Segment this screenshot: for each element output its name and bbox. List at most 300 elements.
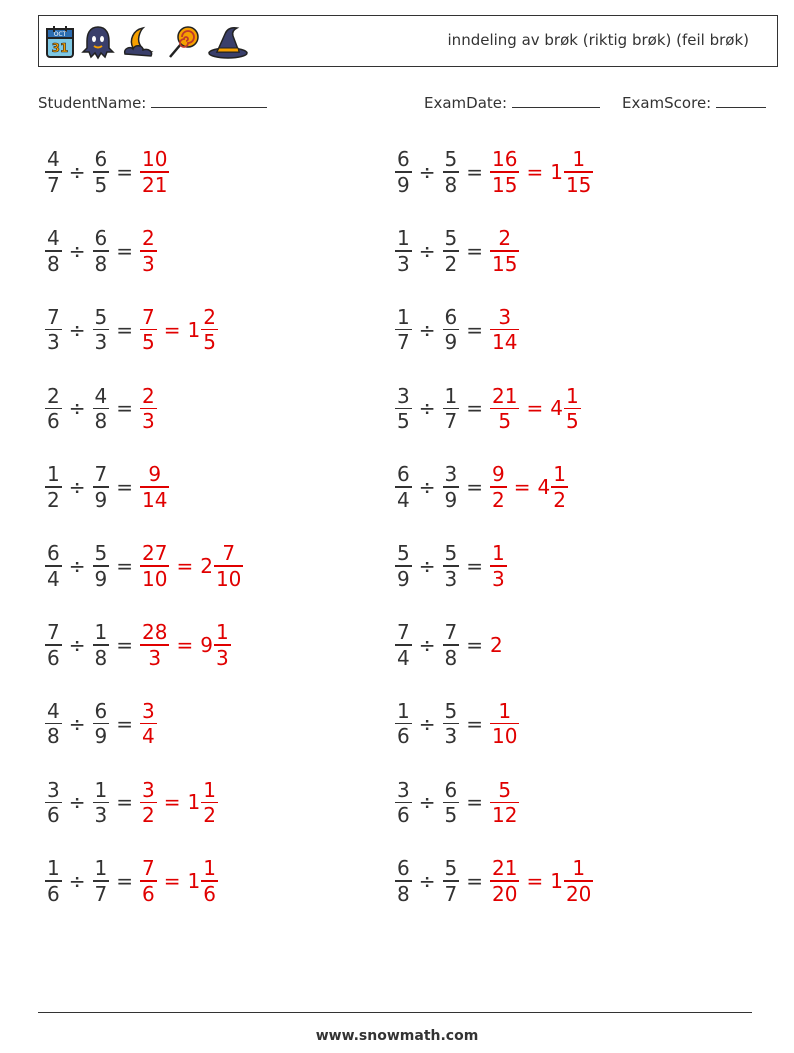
answer-whole: 2 xyxy=(490,632,503,657)
answer-fraction xyxy=(490,147,519,197)
mixed-fraction xyxy=(564,147,593,197)
divide-sign: ÷ xyxy=(68,475,86,500)
equals-sign: = xyxy=(116,475,133,500)
equals-sign: = xyxy=(116,632,133,657)
numerator: 1 xyxy=(94,777,108,802)
answer-fraction xyxy=(490,778,519,828)
numerator: 6 xyxy=(444,777,458,802)
problem-item xyxy=(45,300,218,360)
problem-item xyxy=(395,772,519,832)
denominator: 3 xyxy=(142,409,155,434)
denominator: 6 xyxy=(203,881,216,906)
numerator: 7 xyxy=(142,304,155,329)
numerator: 27 xyxy=(142,541,168,566)
answer-fraction xyxy=(490,541,507,591)
numerator: 1 xyxy=(397,226,410,251)
denominator: 9 xyxy=(397,566,410,591)
denominator: 8 xyxy=(47,251,60,276)
equals-sign: = xyxy=(116,396,133,421)
fraction xyxy=(45,620,62,670)
divide-sign: ÷ xyxy=(418,869,436,894)
answer-fraction xyxy=(140,620,169,670)
divide-sign: ÷ xyxy=(68,632,86,657)
equals-sign: = xyxy=(466,554,483,578)
denominator: 6 xyxy=(397,724,410,749)
numerator: 3 xyxy=(397,777,410,802)
denominator: 2 xyxy=(142,803,155,828)
denominator: 9 xyxy=(444,487,458,512)
answer-fraction xyxy=(490,462,507,512)
numerator: 6 xyxy=(94,226,108,251)
problem-item xyxy=(45,457,169,517)
numerator: 3 xyxy=(47,777,60,802)
calendar-icon xyxy=(45,25,75,59)
answer-fraction xyxy=(490,226,519,276)
fraction xyxy=(443,147,460,197)
answer-fraction xyxy=(140,226,157,276)
numerator: 1 xyxy=(492,541,505,566)
fraction xyxy=(93,384,110,434)
fraction xyxy=(45,778,62,828)
answer-fraction xyxy=(140,778,157,828)
denominator: 6 xyxy=(397,803,410,828)
numerator: 5 xyxy=(444,541,458,566)
numerator: 1 xyxy=(47,856,60,881)
fraction xyxy=(395,778,412,828)
problem-item xyxy=(395,536,507,596)
denominator: 6 xyxy=(142,881,155,906)
fraction xyxy=(443,699,460,749)
fraction xyxy=(443,541,460,591)
equals-sign: = xyxy=(163,869,181,894)
equals-sign: = xyxy=(116,711,133,736)
equals-sign: = xyxy=(526,869,544,894)
answer-fraction xyxy=(140,699,157,749)
footer-divider xyxy=(38,1012,752,1013)
denominator: 3 xyxy=(94,330,108,355)
fraction xyxy=(45,384,62,434)
denominator: 2 xyxy=(203,803,216,828)
denominator: 2 xyxy=(444,251,458,276)
divide-sign: ÷ xyxy=(418,554,436,578)
fraction xyxy=(443,384,460,434)
numerator: 7 xyxy=(222,541,236,566)
denominator: 6 xyxy=(47,645,60,670)
denominator: 9 xyxy=(397,172,410,197)
fraction xyxy=(45,305,62,355)
numerator: 16 xyxy=(492,147,518,172)
numerator: 7 xyxy=(47,304,60,329)
mixed-whole: 4 xyxy=(550,396,563,421)
fraction xyxy=(395,541,412,591)
denominator: 6 xyxy=(47,803,60,828)
problem-item xyxy=(45,221,157,281)
divide-sign: ÷ xyxy=(418,790,436,815)
denominator: 8 xyxy=(444,645,458,670)
denominator: 5 xyxy=(203,330,216,355)
mixed-fraction xyxy=(551,462,568,512)
answer-fraction xyxy=(490,856,519,906)
problem-item xyxy=(395,378,581,438)
denominator: 12 xyxy=(492,803,518,828)
numerator: 3 xyxy=(397,383,410,408)
mixed-whole: 1 xyxy=(550,869,563,894)
ghost-icon xyxy=(81,24,115,60)
denominator: 3 xyxy=(47,330,60,355)
numerator: 3 xyxy=(444,462,458,487)
denominator: 14 xyxy=(142,487,168,512)
exam-score-label: ExamScore: xyxy=(622,94,712,112)
numerator: 2 xyxy=(47,383,60,408)
answer-fraction xyxy=(490,699,519,749)
equals-sign: = xyxy=(176,554,194,578)
numerator: 10 xyxy=(142,147,168,172)
numerator: 4 xyxy=(47,147,60,172)
equals-sign: = xyxy=(116,238,133,263)
denominator: 8 xyxy=(444,172,458,197)
problem-item xyxy=(45,536,243,596)
numerator: 21 xyxy=(492,856,518,881)
fraction xyxy=(45,541,62,591)
equals-sign: = xyxy=(116,554,133,578)
answer-fraction xyxy=(490,305,519,355)
student-name-label: StudentName: xyxy=(38,94,147,112)
fraction xyxy=(443,462,460,512)
divide-sign: ÷ xyxy=(68,554,86,578)
mixed-whole: 2 xyxy=(200,554,213,578)
numerator: 1 xyxy=(203,856,216,881)
divide-sign: ÷ xyxy=(418,238,436,263)
denominator: 3 xyxy=(215,645,229,670)
divide-sign: ÷ xyxy=(68,396,86,421)
equals-sign: = xyxy=(163,790,181,815)
numerator: 5 xyxy=(444,147,458,172)
equals-sign: = xyxy=(466,238,483,263)
exam-score-field[interactable] xyxy=(622,93,766,112)
header-icons xyxy=(45,22,249,62)
numerator: 5 xyxy=(444,698,458,723)
problem-item xyxy=(395,694,519,754)
numerator: 6 xyxy=(397,856,410,881)
answer-fraction xyxy=(140,384,157,434)
denominator: 5 xyxy=(397,409,410,434)
numerator: 5 xyxy=(397,541,410,566)
fraction xyxy=(45,699,62,749)
numerator: 1 xyxy=(94,856,108,881)
denominator: 8 xyxy=(94,409,108,434)
denominator: 7 xyxy=(444,409,458,434)
divide-sign: ÷ xyxy=(68,711,86,736)
numerator: 6 xyxy=(444,304,458,329)
calendar-month: OCT xyxy=(53,31,67,38)
numerator: 2 xyxy=(142,383,155,408)
denominator: 15 xyxy=(565,172,592,197)
fraction xyxy=(395,305,412,355)
denominator: 9 xyxy=(94,566,108,591)
numerator: 6 xyxy=(94,147,108,172)
problem-item xyxy=(395,300,519,360)
problem-item xyxy=(45,851,218,911)
answer-fraction xyxy=(140,856,157,906)
fraction xyxy=(45,856,62,906)
numerator: 5 xyxy=(94,541,108,566)
problem-item xyxy=(45,772,218,832)
lollipop-icon xyxy=(167,24,201,60)
fraction xyxy=(93,856,110,906)
equals-sign: = xyxy=(176,632,194,657)
fraction xyxy=(395,226,412,276)
equals-sign: = xyxy=(163,317,181,342)
moon-cloud-icon xyxy=(121,24,161,60)
equals-sign: = xyxy=(466,317,483,342)
denominator: 10 xyxy=(492,724,518,749)
fraction xyxy=(93,699,110,749)
denominator: 5 xyxy=(444,803,458,828)
fraction xyxy=(45,226,62,276)
denominator: 5 xyxy=(498,409,512,434)
problem-item xyxy=(395,457,568,517)
student-name-blank[interactable] xyxy=(151,93,267,108)
problem-item xyxy=(45,378,157,438)
numerator: 4 xyxy=(94,383,108,408)
fraction xyxy=(45,462,62,512)
fraction xyxy=(93,147,110,197)
fraction xyxy=(93,226,110,276)
denominator: 8 xyxy=(47,724,60,749)
mixed-fraction xyxy=(564,384,581,434)
equals-sign: = xyxy=(466,160,483,184)
fraction xyxy=(93,305,110,355)
equals-sign: = xyxy=(466,711,483,736)
denominator: 3 xyxy=(397,251,410,276)
mixed-fraction xyxy=(214,620,231,670)
fraction xyxy=(395,620,412,670)
problem-item xyxy=(45,615,231,675)
divide-sign: ÷ xyxy=(68,317,86,342)
fraction xyxy=(395,462,412,512)
denominator: 4 xyxy=(47,566,60,591)
witch-hat-icon xyxy=(207,24,249,60)
problem-item xyxy=(395,615,504,675)
mixed-whole: 1 xyxy=(187,317,201,342)
fraction xyxy=(395,147,412,197)
numerator: 5 xyxy=(444,226,458,251)
mixed-fraction xyxy=(564,856,593,906)
exam-date-field[interactable] xyxy=(424,93,600,112)
numerator: 7 xyxy=(47,620,60,645)
denominator: 8 xyxy=(94,645,108,670)
mixed-fraction xyxy=(201,305,218,355)
fraction xyxy=(395,699,412,749)
numerator: 1 xyxy=(397,698,410,723)
denominator: 3 xyxy=(148,645,162,670)
fraction xyxy=(395,384,412,434)
numerator: 1 xyxy=(498,698,512,723)
numerator: 6 xyxy=(397,147,410,172)
equals-sign: = xyxy=(116,160,133,184)
exam-date-blank[interactable] xyxy=(512,93,600,108)
numerator: 5 xyxy=(94,304,108,329)
denominator: 9 xyxy=(444,330,458,355)
denominator: 10 xyxy=(142,566,168,591)
numerator: 28 xyxy=(142,620,168,645)
fraction xyxy=(45,147,62,197)
answer-fraction xyxy=(140,541,169,591)
numerator: 1 xyxy=(553,462,566,487)
denominator: 2 xyxy=(492,487,505,512)
fraction xyxy=(443,305,460,355)
denominator: 7 xyxy=(444,881,458,906)
divide-sign: ÷ xyxy=(68,160,86,184)
denominator: 9 xyxy=(94,724,108,749)
header-box xyxy=(38,15,778,67)
divide-sign: ÷ xyxy=(418,160,436,184)
mixed-whole: 1 xyxy=(187,869,201,894)
numerator: 4 xyxy=(47,698,60,723)
equals-sign: = xyxy=(526,160,544,184)
denominator: 3 xyxy=(444,724,458,749)
numerator: 1 xyxy=(397,304,410,329)
fraction xyxy=(93,462,110,512)
exam-score-blank[interactable] xyxy=(716,93,766,108)
answer-fraction xyxy=(140,462,169,512)
numerator: 1 xyxy=(94,620,108,645)
divide-sign: ÷ xyxy=(68,869,86,894)
numerator: 1 xyxy=(215,620,229,645)
equals-sign: = xyxy=(116,790,133,815)
numerator: 3 xyxy=(142,698,155,723)
student-name-field[interactable] xyxy=(38,93,267,112)
denominator: 8 xyxy=(94,251,108,276)
denominator: 7 xyxy=(47,172,60,197)
denominator: 6 xyxy=(47,409,60,434)
equals-sign: = xyxy=(466,396,483,421)
problem-item xyxy=(45,694,157,754)
denominator: 9 xyxy=(94,487,108,512)
fraction xyxy=(443,620,460,670)
numerator: 5 xyxy=(444,856,458,881)
problem-item xyxy=(395,851,593,911)
equals-sign: = xyxy=(466,790,483,815)
denominator: 20 xyxy=(565,881,592,906)
numerator: 7 xyxy=(94,462,108,487)
numerator: 1 xyxy=(572,856,586,881)
denominator: 15 xyxy=(492,251,518,276)
denominator: 3 xyxy=(444,566,458,591)
numerator: 7 xyxy=(142,856,155,881)
divide-sign: ÷ xyxy=(68,238,86,263)
footer-url: www.snowmath.com xyxy=(315,1028,479,1044)
denominator: 3 xyxy=(94,803,108,828)
denominator: 20 xyxy=(492,881,518,906)
fraction xyxy=(395,856,412,906)
mixed-fraction xyxy=(201,856,218,906)
numerator: 4 xyxy=(47,226,60,251)
divide-sign: ÷ xyxy=(418,317,436,342)
numerator: 1 xyxy=(565,383,579,408)
mixed-whole: 1 xyxy=(550,160,563,184)
numerator: 1 xyxy=(47,462,60,487)
answer-fraction xyxy=(490,384,519,434)
mixed-whole: 4 xyxy=(537,475,551,500)
denominator: 4 xyxy=(397,645,410,670)
fraction xyxy=(443,226,460,276)
denominator: 10 xyxy=(215,566,242,591)
mixed-fraction xyxy=(214,541,243,591)
problem-item xyxy=(395,142,593,202)
equals-sign: = xyxy=(466,632,483,657)
numerator: 2 xyxy=(203,304,216,329)
mixed-whole: 9 xyxy=(200,632,213,657)
numerator: 7 xyxy=(444,620,458,645)
denominator: 3 xyxy=(142,251,155,276)
answer-fraction xyxy=(140,147,169,197)
equals-sign: = xyxy=(526,396,544,421)
numerator: 2 xyxy=(142,226,155,251)
equals-sign: = xyxy=(466,869,483,894)
exam-date-label: ExamDate: xyxy=(424,94,508,112)
divide-sign: ÷ xyxy=(418,475,436,500)
denominator: 3 xyxy=(492,566,505,591)
denominator: 5 xyxy=(142,330,155,355)
numerator: 3 xyxy=(142,777,155,802)
numerator: 9 xyxy=(492,462,505,487)
numerator: 5 xyxy=(498,777,512,802)
denominator: 8 xyxy=(397,881,410,906)
fraction xyxy=(443,778,460,828)
numerator: 3 xyxy=(498,304,512,329)
numerator: 1 xyxy=(444,383,458,408)
numerator: 21 xyxy=(492,383,518,408)
fraction xyxy=(93,778,110,828)
denominator: 5 xyxy=(565,409,579,434)
equals-sign: = xyxy=(513,475,531,500)
numerator: 7 xyxy=(397,620,410,645)
denominator: 4 xyxy=(142,724,155,749)
denominator: 14 xyxy=(492,330,518,355)
denominator: 15 xyxy=(492,172,518,197)
divide-sign: ÷ xyxy=(418,711,436,736)
mixed-fraction xyxy=(201,778,218,828)
fraction xyxy=(93,620,110,670)
problem-item xyxy=(45,142,169,202)
denominator: 21 xyxy=(142,172,168,197)
equals-sign: = xyxy=(116,869,133,894)
equals-sign: = xyxy=(116,317,133,342)
numerator: 6 xyxy=(94,698,108,723)
fraction xyxy=(443,856,460,906)
numerator: 1 xyxy=(572,147,586,172)
answer-fraction xyxy=(140,305,157,355)
divide-sign: ÷ xyxy=(418,396,436,421)
fraction xyxy=(93,541,110,591)
numerator: 6 xyxy=(397,462,410,487)
denominator: 7 xyxy=(94,881,108,906)
numerator: 1 xyxy=(203,777,216,802)
numerator: 2 xyxy=(498,226,512,251)
denominator: 2 xyxy=(553,487,566,512)
denominator: 5 xyxy=(94,172,108,197)
denominator: 6 xyxy=(47,881,60,906)
numerator: 9 xyxy=(148,462,162,487)
calendar-day: 31 xyxy=(51,41,69,55)
divide-sign: ÷ xyxy=(418,632,436,657)
denominator: 7 xyxy=(397,330,410,355)
problem-item xyxy=(395,221,519,281)
mixed-whole: 1 xyxy=(187,790,201,815)
equals-sign: = xyxy=(466,475,483,500)
denominator: 4 xyxy=(397,487,410,512)
